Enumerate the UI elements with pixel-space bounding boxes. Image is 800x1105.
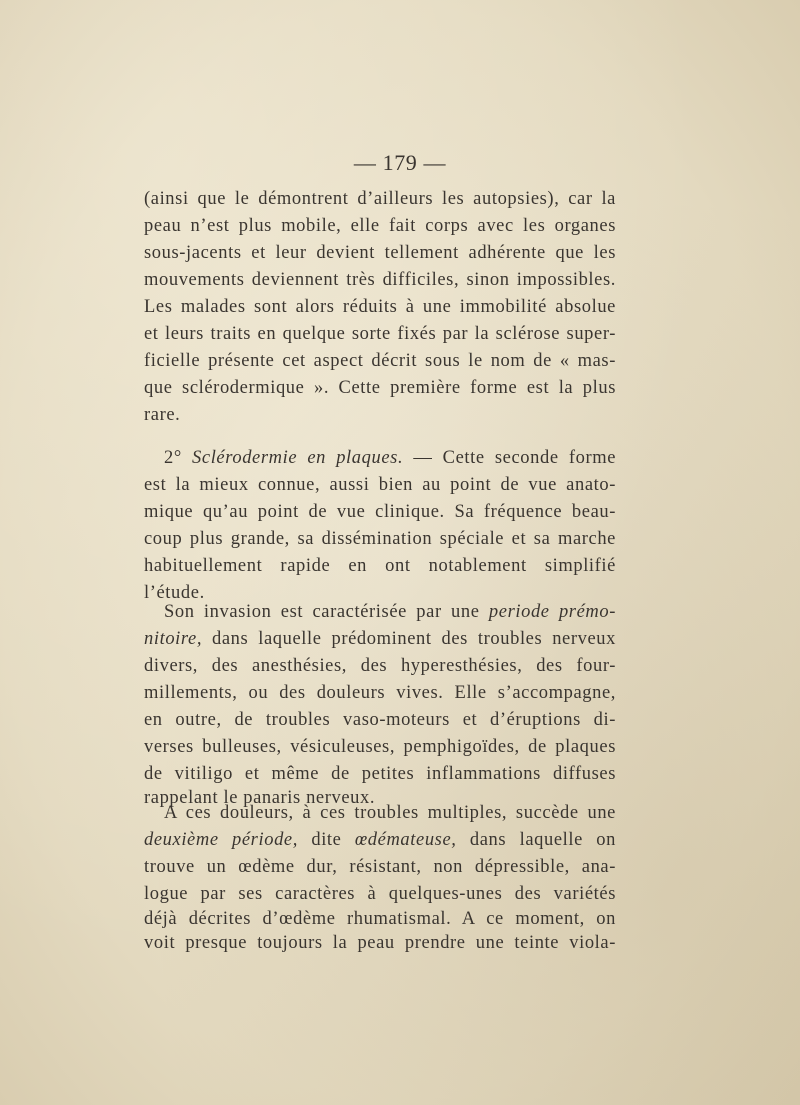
text-segment: dans laquelle prédominent des troubles nerveux: [202, 629, 616, 649]
text-segment: dans laquelle on: [456, 830, 616, 850]
text-line: [144, 626, 616, 652]
text-line: ficielle présente cet aspect décrit sous le nom de « mas-: [144, 351, 616, 371]
text-line: voit presque toujours la peau prendre une teinte viola-: [144, 933, 616, 953]
text-line: est la mieux connue, aussi bien au point de vue anato-: [144, 475, 616, 495]
text-line: déjà décrites d’œdème rhumatismal. A ce moment, on: [144, 909, 616, 929]
italic-term: œdémateuse,: [354, 830, 457, 850]
text-line: l’étude.: [144, 583, 205, 603]
section-title: Sclérodermie en plaques.: [192, 448, 404, 468]
italic-term: deuxième période,: [144, 830, 298, 850]
text-line: (ainsi que le démontrent d’ailleurs les autopsies), car la: [144, 189, 616, 209]
text-line: [144, 827, 616, 853]
text-line: verses bulleuses, vésiculeuses, pemphigoïdes, de plaques: [144, 737, 616, 757]
text-line: que sclérodermique ». Cette première forme est la plus: [144, 378, 616, 398]
text-line: sous-jacents et leur devient tellement adhérente que les: [144, 243, 616, 263]
text-line: rare.: [144, 405, 181, 425]
text-segment: dite: [297, 830, 355, 850]
text-line: millements, ou des douleurs vives. Elle s’accompagne,: [144, 683, 616, 703]
text-line: rappelant le panaris nerveux.: [144, 788, 376, 808]
text-line: habituellement rapide en ont notablement simplifié: [144, 556, 616, 576]
text-line: de vitiligo et même de petites inflammations diffuses: [144, 764, 616, 784]
italic-term: periode prémo-: [488, 602, 616, 622]
section-number: 2°: [164, 448, 193, 468]
text-line: Les malades sont alors réduits à une immobilité absolue: [144, 297, 616, 317]
text-line: trouve un œdème dur, résistant, non dépressible, ana-: [144, 857, 616, 877]
section-heading-line: [164, 445, 616, 471]
text-line: en outre, de troubles vaso-moteurs et d’éruptions di-: [144, 710, 616, 730]
text-segment: Son invasion est caractérisée par une: [164, 602, 489, 622]
text-line: mique qu’au point de vue clinique. Sa fréquence beau-: [144, 502, 616, 522]
text-line: divers, des anesthésies, des hyperesthésies, des four-: [144, 656, 616, 676]
page-number: — 179 —: [353, 150, 447, 175]
text-line: coup plus grande, sa dissémination spéciale et sa marche: [144, 529, 616, 549]
text-line: peau n’est plus mobile, elle fait corps avec les organes: [144, 216, 616, 236]
text-line: et leurs traits en quelque sorte fixés par la sclérose super-: [144, 324, 616, 344]
text-line: mouvements deviennent très difficiles, sinon impossibles.: [144, 270, 616, 290]
text-line: [164, 599, 616, 625]
text-line: logue par ses caractères à quelques-unes des variétés: [144, 884, 616, 904]
italic-term: nitoire,: [144, 629, 203, 649]
text-segment: — Cette seconde forme: [403, 448, 617, 468]
text-line: A ces douleurs, à ces troubles multiples, succède une: [164, 803, 616, 823]
